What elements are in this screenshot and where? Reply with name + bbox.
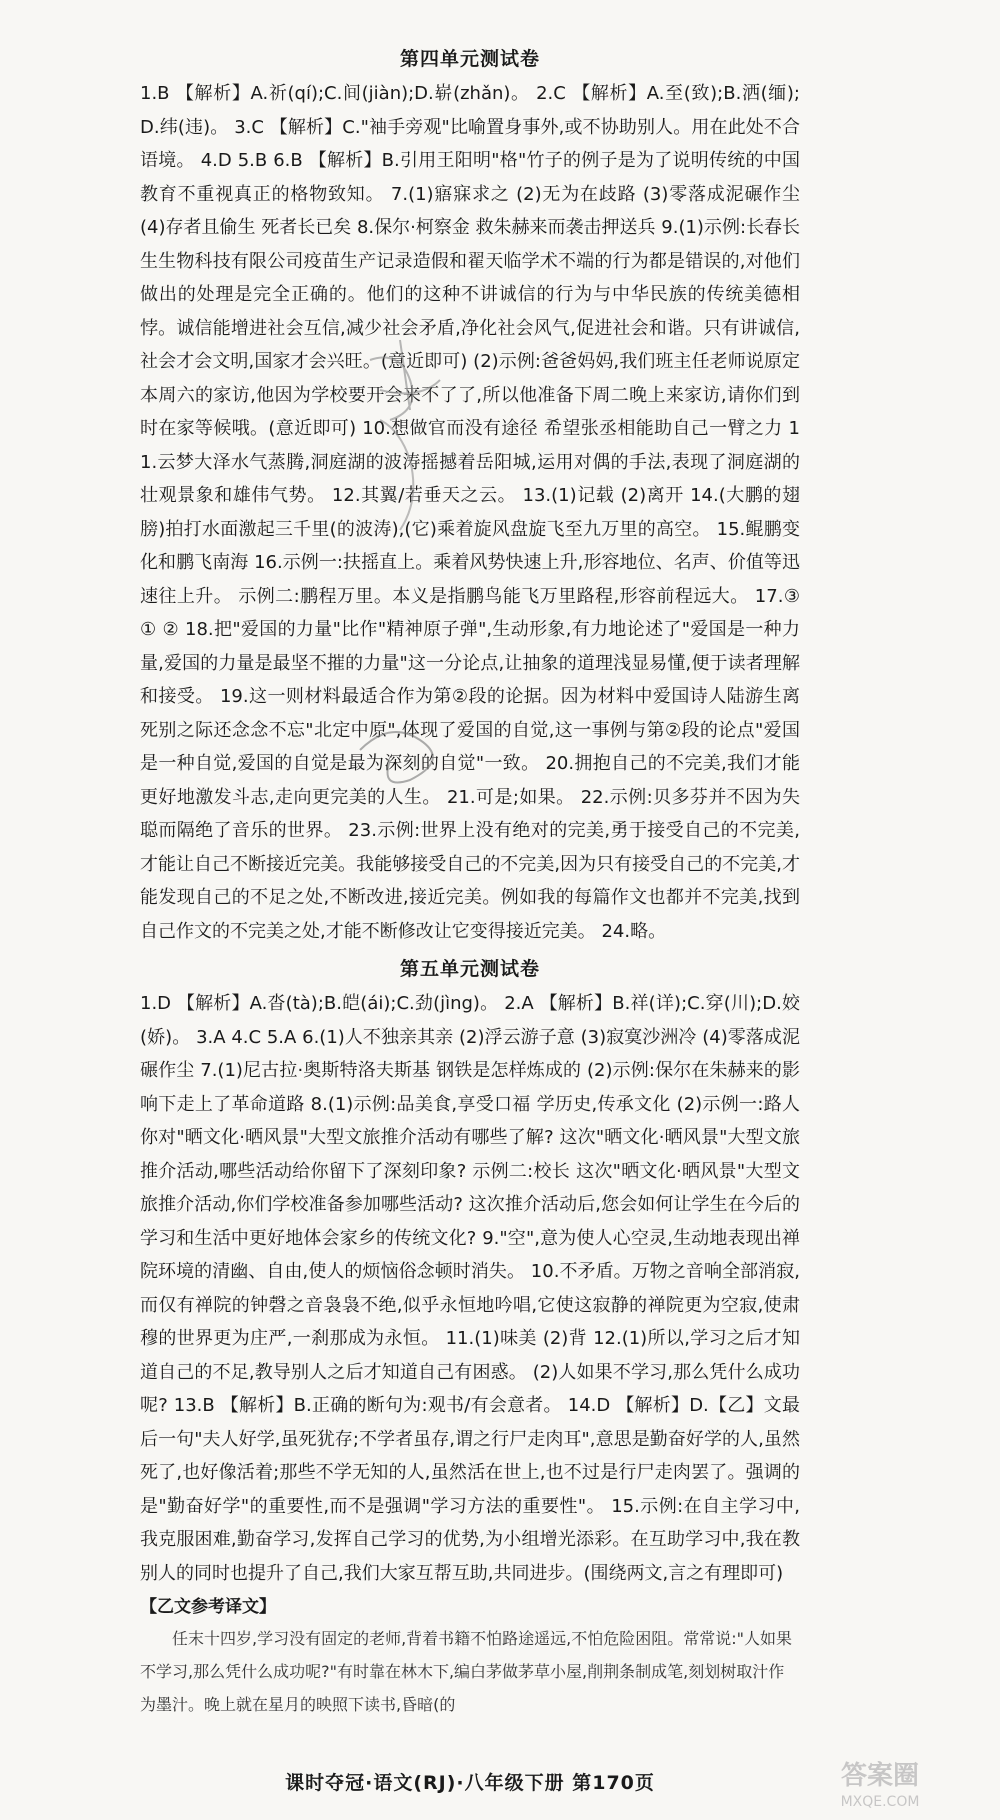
watermark-logo — [800, 1752, 960, 1812]
translation-title: 【乙文参考译文】 — [140, 1597, 276, 1617]
svg-text:答案圈: 答案圈 — [840, 1761, 920, 1791]
section-4-title: 第四单元测试卷 — [399, 48, 540, 70]
translation-text: 任末十四岁,学习没有固定的老师,背着书籍不怕路途遥远,不怕危险困阻。常常说:"人如果不学习,那么凭什么成功呢?"有时靠在林木下,编白茅做茅草小屋,削荆条制成笔,刻划树取汁作为墨汁。晚上就在星月的映照下读书,昏暗(的 — [140, 1629, 793, 1714]
page-footer: 课时夺冠·语文(RJ)·八年级下册 第170页 — [285, 1772, 655, 1794]
section-4-answers: 1.B 【解析】A.祈(qí);C.间(jiàn);D.崭(zhǎn)。 2.C 【解析】A.至(致);B.洒(缅);D.纬(违)。 3.C 【解析】C."袖手旁观"比喻置身事外,或不协助别人。用在此处不合语境。 4.D 5.B 6.B 【解析】B.引用王阳明"格"竹子的例子是为了说明传统的中国教育不重视真正的格物致知。 7.(1)寤寐求之 (2)无为在歧路 (3)零落成泥碾作尘 (4)存者且偷生 死者长已矣 8.保尔·柯察金 救朱赫来而袭击押送兵 9.(1)示例:长春长生生物科技有限公司疫苗生产记录造假和翟天临学术不端的行为都是错误的,对他们做出的处理是完全正确的。他们的这种不讲诚信的行为与中华民族的传统美德相悖。诚信能增进社会互信,减少社会矛盾,净化社会风气,促进社会和谐。只有讲诚信,社会才会文明,国家才会兴旺。(意近即可) (2)示例:爸爸妈妈,我们班主任老师说原定本周六的家访,他因为学校要开会来不了了,所以他准备下周二晚上来家访,请你们到时在家等候哦。(意近即可) 10.想做官而没有途径 希望张丞相能助自己一臂之力 11.云梦大泽水气蒸腾,洞庭湖的波涛摇撼着岳阳城,运用对偶的手法,表现了洞庭湖的壮观景象和雄伟气势。 12.其翼/若垂天之云。 13.(1)记载 (2)离开 14.(大鹏的翅膀)拍打水面激起三千里(的波涛),(它)乘着旋风盘旋飞至九万里的高空。 15.鲲鹏变化和鹏飞南海 16.示例一:扶摇直上。乘着风势快速上升,形容地位、名声、价值等迅速往上升。 示例二:鹏程万里。本义是指鹏鸟能飞万里路程,形容前程远大。 17.③ ① ② 18.把"爱国的力量"比作"精神原子弹",生动形象,有力地论述了"爱国是一种力量,爱国的力量是最坚不摧的力量"这一分论点,让抽象的道理浅显易懂,便于读者理解和接受。 19.这一则材料最适合作为第②段的论据。因为材料中爱国诗人陆游生离死别之际还念念不忘"北定中原",体现了爱国的自觉,这一事例与第②段的论点"爱国是一种自觉,爱国的自觉是最为深刻的自觉"一致。 20.拥抱自己的不完美,我们才能更好地激发斗志,走向更完美的人生。 21.可是;如果。 22.示例:贝多芬并不因为失聪而隔绝了音乐的世界。 23.示例:世界上没有绝对的完美,勇于接受自己的不完美,才能让自己不断接近完美。我能够接受自己的不完美,因为只有接受自己的不完美,才能发现自己的不足之处,不断改进,接近完美。例如我的每篇作文也都并不完美,找到自己作文的不完美之处,才能不断修改让它变得接近完美。 24.略。 — [140, 83, 801, 942]
svg-text:MXQE.COM: MXQE.COM — [840, 1794, 920, 1810]
section-5-answers: 1.D 【解析】A.沓(tà);B.皑(ái);C.劲(jìng)。 2.A 【解析】B.祥(详);C.穿(川);D.姣(娇)。 3.A 4.C 5.A 6.(1)人不独亲其亲 (2)浮云游子意 (3)寂寞沙洲冷 (4)零落成泥碾作尘 7.(1)尼古拉·奥斯特洛夫斯基 钢铁是怎样炼成的 (2)示例:保尔在朱赫来的影响下走上了革命道路 8.(1)示例:品美食,享受口福 学历史,传承文化 (2)示例一:路人 你对"晒文化·晒风景"大型文旅推介活动有哪些了解? 这次"晒文化·晒风景"大型文旅推介活动,哪些活动给你留下了深刻印象? 示例二:校长 这次"晒文化·晒风景"大型文旅推介活动,你们学校准备参加哪些活动? 这次推介活动后,您会如何让学生在今后的学习和生活中更好地体会家乡的传统文化? 9."空",意为使人心空灵,生动地表现出禅院环境的清幽、自由,使人的烦恼俗念顿时消失。 10.不矛盾。万物之音响全部消寂,而仅有禅院的钟磬之音袅袅不绝,似乎永恒地吟唱,它使这寂静的禅院更为空寂,使肃穆的世界更为庄严,一刹那成为永恒。 11.(1)味美 (2)背 12.(1)所以,学习之后才知道自己的不足,教导别人之后才知道自己有困惑。 (2)人如果不学习,那么凭什么成功呢? 13.B 【解析】B.正确的断句为:观书/有会意者。 14.D 【解析】D.【乙】文最后一句"夫人好学,虽死犹存;不学者虽存,谓之行尸走肉耳",意思是勤奋好学的人,虽然死了,也好像活着;那些不学无知的人,虽然活在世上,也不过是行尸走肉罢了。强调的是"勤奋好学"的重要性,而不是强调"学习方法的重要性"。 15.示例:在自主学习中,我克服困难,勤奋学习,发挥自己学习的优势,为小组增光添彩。在互助学习中,我在教别人的同时也提升了自己,我们大家互帮互助,共同进步。(围绕两文,言之有理即可) — [140, 993, 800, 1584]
answer-content — [140, 38, 800, 1721]
section-5-title: 第五单元测试卷 — [399, 958, 540, 980]
